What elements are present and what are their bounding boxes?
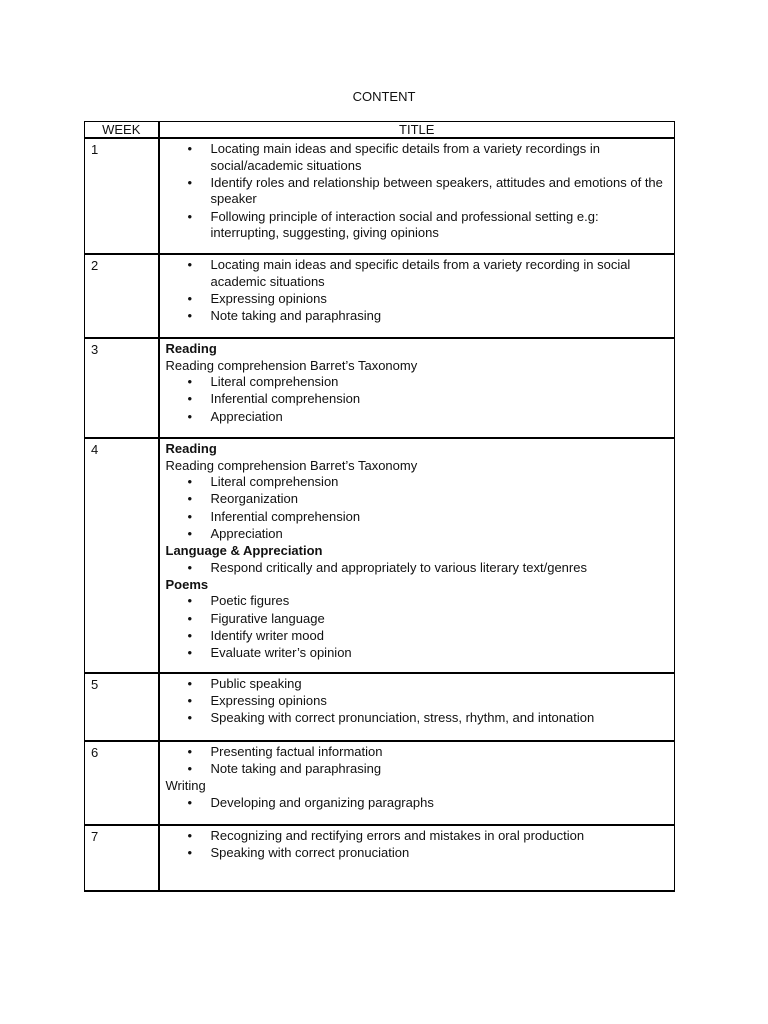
list-item: • Public speaking — [166, 676, 671, 693]
week-cell: 5 — [85, 673, 159, 741]
section-heading: Poems — [165, 576, 209, 592]
bullet-list — [166, 676, 671, 727]
bullet-list — [166, 828, 671, 862]
section-heading: Language & Appreciation — [165, 542, 323, 558]
bullet-list — [166, 593, 671, 661]
section-text: Reading comprehension Barret’s Taxonomy — [165, 457, 418, 473]
title-cell — [159, 138, 675, 254]
content-table — [84, 121, 675, 892]
table-row — [85, 673, 675, 741]
title-cell — [159, 338, 675, 438]
list-item: • Recognizing and rectifying errors and mistakes in oral production — [166, 828, 671, 845]
table-header-row — [85, 122, 675, 139]
title-cell — [159, 825, 675, 891]
list-item: • Locating main ideas and specific details from a variety recordings in social/academic situations — [166, 141, 671, 174]
list-item: • Speaking with correct pronunciation, stress, rhythm, and intonation — [166, 710, 671, 727]
week-cell: 1 — [85, 138, 159, 254]
list-item: • Locating main ideas and specific details from a variety recording in social academic situations — [166, 257, 671, 290]
title-cell — [159, 673, 675, 741]
table-row — [85, 254, 675, 338]
list-item: • Presenting factual information — [166, 744, 671, 761]
list-item: • Note taking and paraphrasing — [166, 308, 671, 325]
list-item: • Inferential comprehension — [166, 391, 671, 408]
list-item: • Note taking and paraphrasing — [166, 761, 671, 778]
title-cell — [159, 741, 675, 825]
title-column-header: TITLE — [159, 122, 675, 139]
list-item: • Literal comprehension — [166, 374, 671, 391]
bullet-list — [166, 141, 671, 242]
table-row — [85, 138, 675, 254]
section-heading: Reading — [165, 341, 217, 356]
list-item: • Identify roles and relationship between speakers, attitudes and emotions of the speaker — [166, 175, 671, 208]
table-body — [85, 138, 675, 891]
list-item: • Appreciation — [166, 526, 671, 543]
list-item: • Figurative language — [166, 611, 671, 628]
bullet-list — [166, 374, 671, 425]
bullet-list — [166, 795, 671, 812]
week-cell: 3 — [85, 338, 159, 438]
week-cell: 6 — [85, 741, 159, 825]
bullet-list — [166, 744, 671, 778]
table-row — [85, 741, 675, 825]
list-item: • Reorganization — [166, 491, 671, 508]
list-item: • Identify writer mood — [166, 628, 671, 645]
list-item: • Appreciation — [166, 409, 671, 426]
section-text: Writing — [165, 778, 206, 794]
bullet-list — [166, 474, 671, 542]
list-item: • Expressing opinions — [166, 291, 671, 308]
list-item: • Literal comprehension — [166, 474, 671, 491]
list-item: • Expressing opinions — [166, 693, 671, 710]
list-item: • Developing and organizing paragraphs — [166, 795, 671, 812]
table-row — [85, 338, 675, 438]
bullet-list — [166, 560, 671, 577]
week-column-header: WEEK — [85, 122, 159, 139]
week-cell: 4 — [85, 438, 159, 673]
list-item: • Following principle of interaction social and professional setting e.g: interrupting, suggesting, giving opinions — [166, 209, 671, 242]
week-cell: 7 — [85, 825, 159, 891]
list-item: • Inferential comprehension — [166, 509, 671, 526]
list-item: • Respond critically and appropriately to various literary text/genres — [166, 560, 671, 577]
bullet-list — [166, 257, 671, 325]
list-item: • Poetic figures — [166, 593, 671, 610]
page-title: CONTENT — [352, 89, 416, 104]
table-row — [85, 825, 675, 891]
list-item: • Speaking with correct pronuciation — [166, 845, 671, 862]
section-heading: Reading — [165, 441, 217, 456]
list-item: • Evaluate writer’s opinion — [166, 645, 671, 662]
title-cell — [159, 438, 675, 673]
week-cell: 2 — [85, 254, 159, 338]
section-text: Reading comprehension Barret’s Taxonomy — [165, 357, 418, 373]
table-row — [85, 438, 675, 673]
title-cell — [159, 254, 675, 338]
